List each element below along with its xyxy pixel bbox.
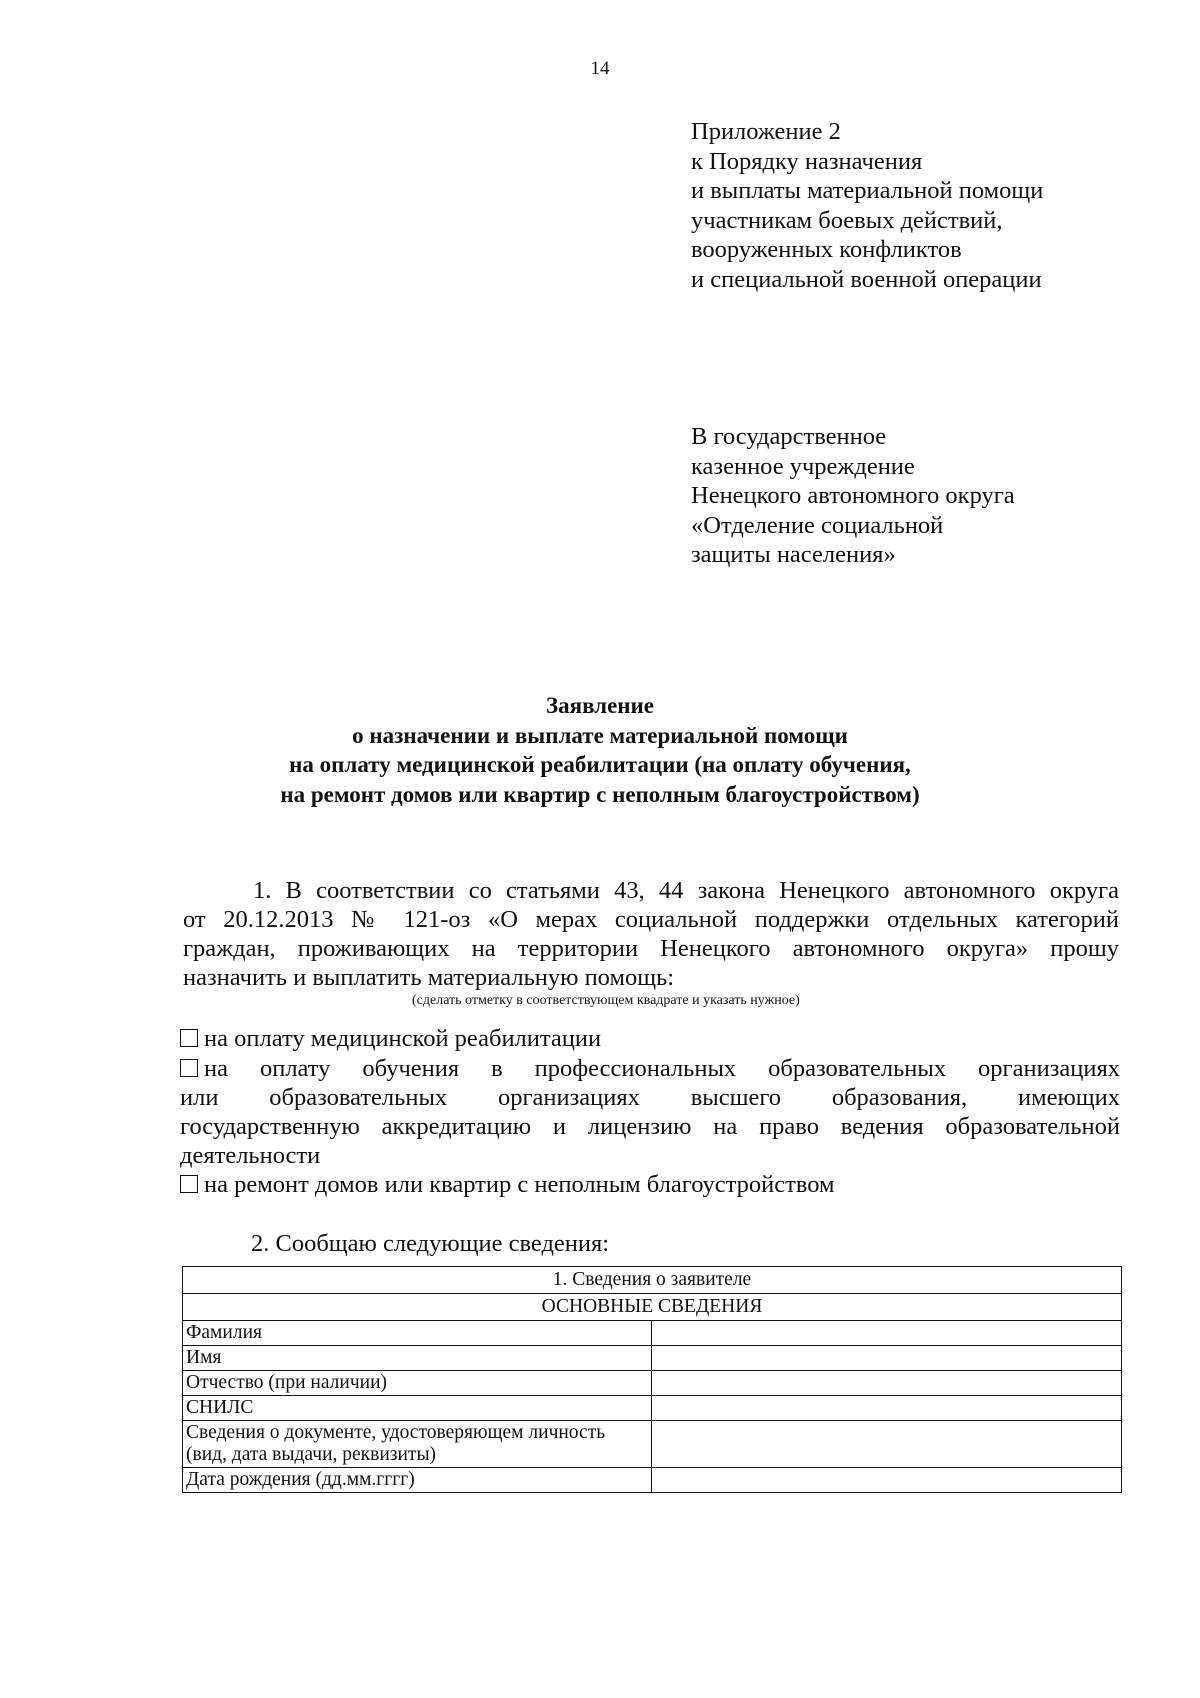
addressee-line: В государственное bbox=[691, 423, 887, 450]
option-education-line: деятельности bbox=[180, 1142, 321, 1169]
annex-line: вооруженных конфликтов bbox=[691, 236, 962, 263]
option-education-line: государственную аккредитацию и лицензию на право ведения образовательной bbox=[180, 1113, 1120, 1140]
option-education-line: или образовательных организациях высшего образования, имеющих bbox=[180, 1084, 1120, 1111]
table-row bbox=[183, 1321, 1122, 1346]
annex-line: и специальной военной операции bbox=[691, 265, 1042, 293]
option-education-line: на оплату обучения в профессиональных образовательных организациях bbox=[204, 1055, 1120, 1082]
patronymic-label: Отчество (при наличии) bbox=[183, 1371, 652, 1396]
title-line: на ремонт домов или квартир с неполным благоустройством) bbox=[280, 781, 920, 807]
annex-line: участникам боевых действий, bbox=[691, 206, 1003, 234]
snils-field[interactable] bbox=[652, 1396, 1122, 1421]
table-row bbox=[183, 1346, 1122, 1371]
addressee bbox=[691, 422, 1015, 570]
title-line: о назначении и выплате материальной помощи bbox=[352, 722, 848, 748]
paragraph-1-line: 1. В соответствии со статьями 43, 44 закона Ненецкого автономного округа bbox=[253, 877, 1119, 904]
checkbox-repair[interactable] bbox=[180, 1175, 198, 1193]
paragraph-1 bbox=[183, 876, 1119, 992]
document-title bbox=[0, 691, 1200, 809]
option-medical-label: на оплату медицинской реабилитации bbox=[204, 1025, 602, 1052]
paragraph-1-line: граждан, проживающих на территории Ненецкого автономного округа» прошу bbox=[183, 935, 1119, 962]
applicant-info-table bbox=[182, 1266, 1122, 1493]
patronymic-field[interactable] bbox=[652, 1371, 1122, 1396]
annex-reference bbox=[691, 117, 1043, 294]
identity-document-label: Сведения о документе, удостоверяющем личность (вид, дата выдачи, реквизиты) bbox=[183, 1421, 652, 1468]
annex-line: и выплаты материальной помощи bbox=[691, 177, 1044, 204]
birth-date-field[interactable] bbox=[652, 1468, 1122, 1493]
paragraph-1-line: назначить и выплатить материальную помощь: bbox=[183, 964, 675, 991]
addressee-line: казенное учреждение bbox=[691, 452, 915, 480]
table-row bbox=[183, 1468, 1122, 1493]
table-row bbox=[183, 1421, 1122, 1468]
first-name-label: Имя bbox=[183, 1346, 652, 1371]
annex-line: к Порядку назначения bbox=[691, 147, 923, 175]
subsection-header: ОСНОВНЫЕ СВЕДЕНИЯ bbox=[183, 1294, 1122, 1321]
instruction-note: (сделать отметку в соответствующем квадрате и указать нужное) bbox=[412, 993, 800, 1008]
first-name-field[interactable] bbox=[652, 1346, 1122, 1371]
identity-document-field[interactable] bbox=[652, 1421, 1122, 1468]
addressee-line: Ненецкого автономного округа bbox=[691, 482, 1015, 509]
option-medical bbox=[180, 1024, 1120, 1053]
section-header: 1. Сведения о заявителе bbox=[183, 1267, 1122, 1294]
addressee-line: защиты населения» bbox=[691, 541, 896, 568]
paragraph-2: 2. Сообщаю следующие сведения: bbox=[251, 1230, 610, 1257]
surname-label: Фамилия bbox=[183, 1321, 652, 1346]
annex-line: Приложение 2 bbox=[691, 118, 841, 145]
option-repair bbox=[180, 1170, 1120, 1199]
snils-label: СНИЛС bbox=[183, 1396, 652, 1421]
checkbox-education[interactable] bbox=[180, 1059, 198, 1077]
paragraph-1-line: от 20.12.2013 № 121-оз «О мерах социальной поддержки отдельных категорий bbox=[183, 906, 1119, 933]
option-education bbox=[180, 1054, 1120, 1170]
birth-date-label: Дата рождения (дд.мм.гггг) bbox=[183, 1468, 652, 1493]
surname-field[interactable] bbox=[652, 1321, 1122, 1346]
checkbox-medical[interactable] bbox=[180, 1029, 198, 1047]
table-row bbox=[183, 1371, 1122, 1396]
table-row bbox=[183, 1396, 1122, 1421]
title-line: на оплату медицинской реабилитации (на оплату обучения, bbox=[289, 752, 911, 777]
addressee-line: «Отделение социальной bbox=[691, 511, 944, 539]
page-number: 14 bbox=[590, 58, 610, 79]
option-repair-label: на ремонт домов или квартир с неполным благоустройством bbox=[204, 1171, 835, 1198]
title-line: Заявление bbox=[545, 693, 655, 718]
